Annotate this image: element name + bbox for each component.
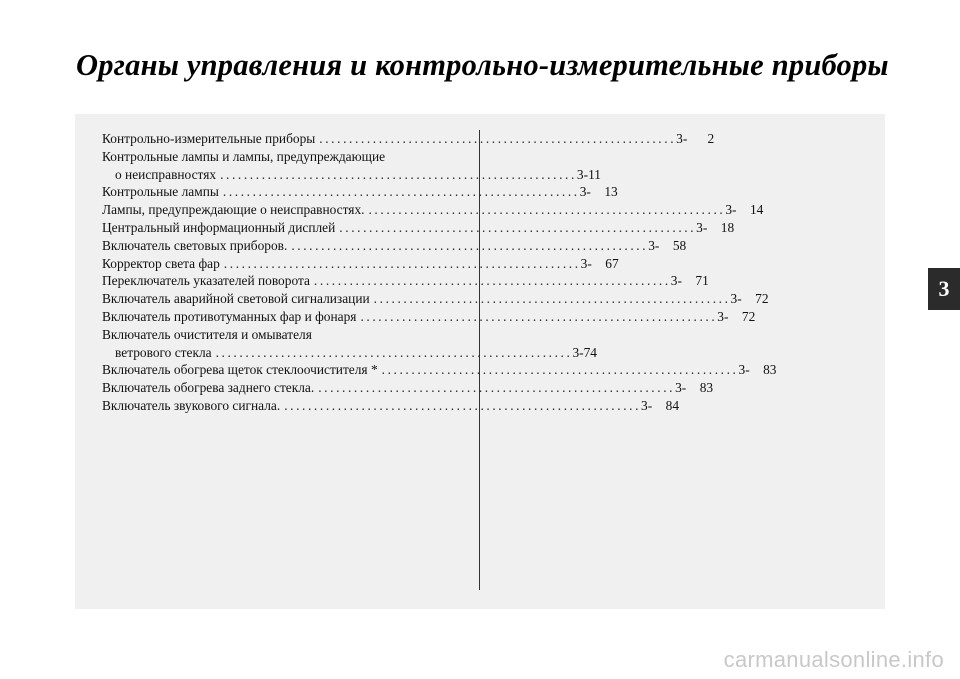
leader-dots: ............................................................ bbox=[284, 397, 642, 413]
toc-page-number: 11 bbox=[588, 166, 601, 182]
toc-chapter: 3- bbox=[670, 273, 682, 289]
toc-page-number: 72 bbox=[741, 308, 756, 324]
toc-entry-title-line: Переключатель указателей поворота bbox=[102, 273, 310, 289]
toc-entry-title-line: Включатель звукового сигнала. bbox=[102, 397, 281, 413]
toc-entry[interactable] bbox=[102, 361, 777, 379]
leader-dots: ............................................................ bbox=[215, 344, 573, 360]
toc-entry-line bbox=[102, 397, 680, 415]
toc-entry[interactable] bbox=[102, 326, 597, 362]
leader-dots: ............................................................ bbox=[313, 273, 671, 289]
toc-entry[interactable] bbox=[102, 397, 680, 415]
toc-entry-title-line: Контрольно-измерительные приборы bbox=[102, 131, 316, 146]
toc-chapter: 3- bbox=[572, 344, 584, 360]
toc-entry[interactable] bbox=[102, 183, 618, 201]
toc-entry-line bbox=[102, 183, 618, 201]
leader-dots: ............................................................ bbox=[220, 166, 577, 182]
toc-entry[interactable] bbox=[102, 219, 735, 237]
leader-dots: ............................................................ bbox=[368, 202, 726, 218]
toc-chapter: 3- bbox=[738, 362, 750, 378]
toc-entry-line bbox=[102, 201, 764, 219]
toc-chapter: 3- bbox=[725, 202, 737, 218]
watermark: carmanualsonline.info bbox=[723, 647, 944, 672]
toc-entry-line bbox=[102, 255, 619, 273]
toc-entry-title-line: ветрового стекла bbox=[115, 344, 212, 360]
toc-entry-line bbox=[102, 219, 735, 237]
toc-entry[interactable] bbox=[102, 148, 601, 184]
page-title: Органы управления и контрольно-измерительные приборы bbox=[76, 48, 889, 82]
toc-entry-title-line: Включатель очистителя и омывателя bbox=[102, 326, 312, 342]
toc-page-number: 71 bbox=[695, 273, 709, 289]
toc-entry[interactable] bbox=[102, 379, 714, 397]
toc-chapter: 3- bbox=[696, 219, 708, 235]
toc-entry[interactable] bbox=[102, 201, 764, 219]
toc-page-number: 83 bbox=[763, 362, 777, 378]
toc-chapter: 3- bbox=[576, 166, 589, 182]
toc-entry-title-line: Включатель световых приборов. bbox=[102, 237, 288, 253]
toc-entry-line bbox=[102, 290, 769, 308]
toc-entry-line bbox=[102, 130, 715, 148]
toc-entry[interactable] bbox=[102, 237, 687, 255]
toc-chapter: 3- bbox=[641, 397, 653, 413]
toc-entry-title-line: Включатель обогрева щеток стеклоочистителя * bbox=[102, 362, 378, 378]
leader-dots: ............................................................ bbox=[360, 308, 718, 324]
toc-chapter: 3- bbox=[717, 308, 729, 324]
toc-entry-title-line: Корректор света фар bbox=[102, 255, 220, 271]
leader-dots: ............................................................ bbox=[318, 380, 676, 396]
toc-page-number: 74 bbox=[583, 344, 597, 360]
toc-entry-line bbox=[102, 272, 709, 290]
toc-entry-title-line: Контрольные лампы и лампы, предупреждающие bbox=[102, 148, 386, 164]
leader-dots: ............................................................ bbox=[222, 184, 580, 200]
toc-chapter: 3- bbox=[580, 255, 592, 271]
table-of-contents bbox=[102, 130, 777, 415]
leader-dots: ............................................................ bbox=[381, 362, 739, 378]
leader-dots: ............................................................ bbox=[339, 219, 697, 235]
toc-entry-title-line: Включатель противотуманных фар и фонаря bbox=[102, 308, 357, 324]
toc-page-number: 84 bbox=[665, 397, 680, 413]
toc-entry-title-line: Включатель аварийной световой сигнализации bbox=[102, 291, 370, 307]
chapter-tab[interactable]: 3 bbox=[928, 268, 960, 310]
toc-entry-line bbox=[102, 237, 687, 255]
toc-entry[interactable] bbox=[102, 255, 619, 273]
toc-page-number: 83 bbox=[699, 380, 714, 396]
toc-entry-line bbox=[102, 166, 601, 184]
toc-entry-title-line: Включатель обогрева заднего стекла. bbox=[102, 380, 315, 396]
toc-chapter: 3- bbox=[676, 131, 688, 146]
toc-entry-line bbox=[102, 379, 714, 397]
toc-entry-line bbox=[102, 344, 597, 362]
leader-dots: ............................................................ bbox=[319, 131, 677, 146]
leader-dots: ............................................................ bbox=[291, 237, 649, 253]
toc-page-number: 67 bbox=[605, 255, 619, 271]
toc-page-number: 13 bbox=[604, 184, 618, 200]
toc-entry[interactable] bbox=[102, 290, 769, 308]
toc-entry-title-line: Контрольные лампы bbox=[102, 184, 219, 200]
toc-page-number: 18 bbox=[720, 219, 735, 235]
toc-chapter: 3- bbox=[579, 184, 591, 200]
leader-dots: ............................................................ bbox=[223, 255, 581, 271]
toc-page-number: 14 bbox=[749, 202, 764, 218]
toc-chapter: 3- bbox=[730, 291, 742, 307]
toc-entry[interactable] bbox=[102, 308, 756, 326]
toc-entry-line bbox=[102, 308, 756, 326]
toc-entry-title-line: о неисправностях bbox=[115, 166, 217, 182]
toc-entry-title-line: Лампы, предупреждающие о неисправностях. bbox=[102, 202, 365, 218]
toc-chapter: 3- bbox=[675, 380, 687, 396]
toc-entry[interactable] bbox=[102, 130, 715, 148]
toc-page-number: 72 bbox=[755, 291, 769, 307]
toc-page-number: 2 bbox=[707, 131, 715, 146]
toc-entry-line bbox=[102, 361, 777, 379]
toc-entry-title-line: Центральный информационный дисплей bbox=[102, 219, 336, 235]
toc-page-number: 58 bbox=[672, 237, 687, 253]
toc-entry[interactable] bbox=[102, 272, 709, 290]
leader-dots: ............................................................ bbox=[373, 291, 731, 307]
toc-chapter: 3- bbox=[648, 237, 660, 253]
